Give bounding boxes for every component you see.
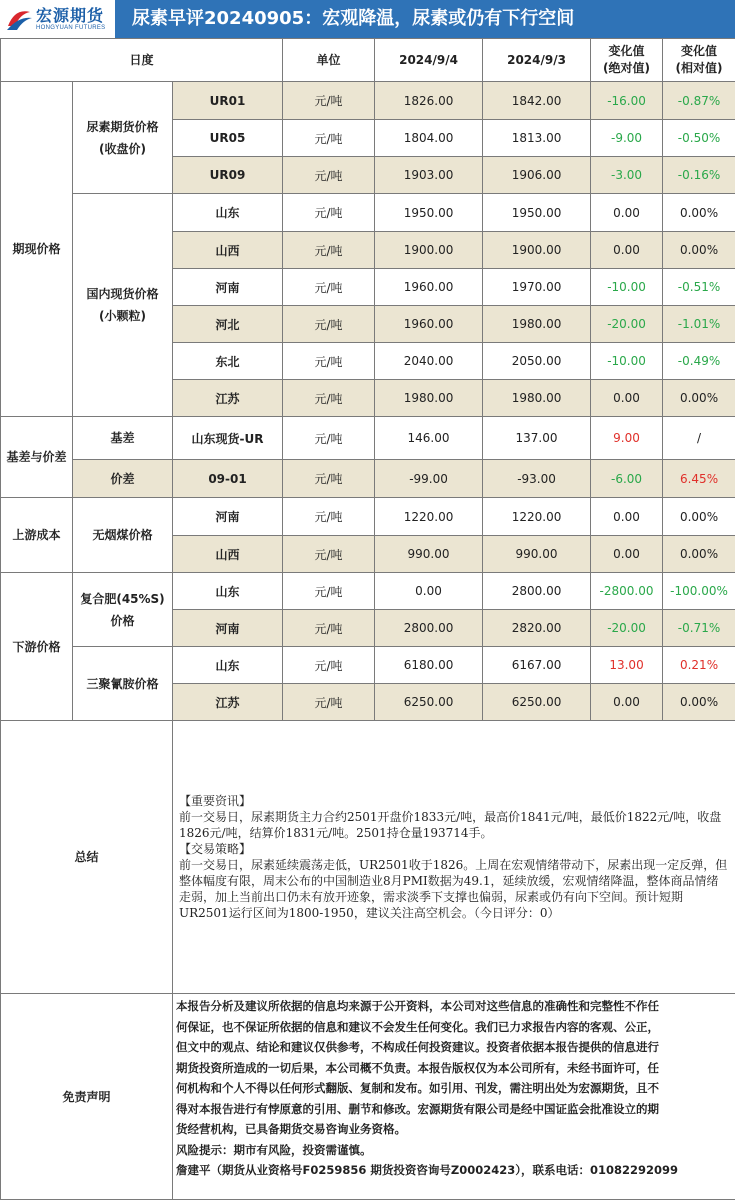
col-header-unit: 单位: [283, 39, 375, 82]
risk-warning: 风险提示：期市有风险，投资需谨慎。: [176, 1142, 372, 1157]
table-row: [1, 82, 735, 120]
table-row: [1, 573, 735, 610]
table-row: [1, 647, 735, 684]
cell-item: 山东: [173, 573, 283, 610]
cell-value-date1: 2800.00: [375, 610, 483, 647]
label-coal-price: 无烟煤价格: [73, 498, 173, 573]
cell-unit: 元/吨: [283, 343, 375, 380]
cell-item: 河南: [173, 498, 283, 536]
cell-item: UR01: [173, 82, 283, 120]
disclaimer-text: 本报告分析及建议所依据的信息均来源于公开资料，本公司对这些信息的准确性和完整性不作任 何保证，也不保证所依据的信息和建议不会发生任何变化。我们已力求报告内容的客观、公正， 但文中的观点、结论和建议仅供参考，不构成任何投资建议。投资者依据本报告提供的信息进行 期货投资所造成的一切后果，本公司概不负责。本报告版权仅为本公司所有，未经书面许可，任 何机构和个人不得以任何形式翻版、复制和发布。如引用、刊发，需注明出处为宏源期货，且不 得对本报告进行有悖原意的引用、删节和修改。宏源期货有限公司是经中国证监会批准设立的期 货经营机构，已具备期货交易咨询业务资格。 风险提示：期市有风险，投资需谨慎。 詹建平（期货从业资格号F0259856 期货投资咨询号Z0002423），联系电话：01082292099: [173, 994, 735, 1181]
cell-value-date2: 1980.00: [483, 306, 591, 343]
table-row: [1, 194, 735, 232]
cell-abs-change: -20.00: [591, 306, 663, 343]
cell-unit: 元/吨: [283, 380, 375, 417]
cell-value-date1: 1960.00: [375, 269, 483, 306]
cell-rel-change: 0.00%: [663, 380, 735, 417]
cell-value-date1: 1980.00: [375, 380, 483, 417]
cell-value-date2: 1950.00: [483, 194, 591, 232]
summary-news-text: 前一交易日，尿素期货主力合约2501开盘价1833元/吨，最高价1841元/吨，最低价1822元/吨，收盘1826元/吨，结算价1831元/吨。2501持仓量193714手。: [179, 810, 722, 840]
cell-rel-change: -0.16%: [663, 157, 735, 194]
cell-abs-change: -9.00: [591, 120, 663, 157]
group-downstream: 下游价格: [1, 573, 73, 721]
group-upstream: 上游成本: [1, 498, 73, 573]
cell-unit: 元/吨: [283, 232, 375, 269]
label-spread: 价差: [73, 460, 173, 498]
cell-abs-change: -2800.00: [591, 573, 663, 610]
cell-rel-change: /: [663, 417, 735, 460]
cell-value-date2: 1900.00: [483, 232, 591, 269]
cell-item: 山西: [173, 232, 283, 269]
cell-value-date2: 1842.00: [483, 82, 591, 120]
cell-item: 江苏: [173, 684, 283, 721]
cell-rel-change: -100.00%: [663, 573, 735, 610]
cell-unit: 元/吨: [283, 306, 375, 343]
hongyuan-logo-icon: [5, 6, 33, 32]
cell-abs-change: 0.00: [591, 684, 663, 721]
cell-rel-change: 0.21%: [663, 647, 735, 684]
col-header-rel-change: 变化值 (相对值): [663, 39, 735, 82]
cell-unit: 元/吨: [283, 536, 375, 573]
cell-abs-change: -6.00: [591, 460, 663, 498]
cell-value-date2: 2050.00: [483, 343, 591, 380]
cell-item: 河南: [173, 269, 283, 306]
report-title: 尿素早评20240905：宏观降温，尿素或仍有下行空间: [132, 8, 575, 29]
cell-rel-change: -0.51%: [663, 269, 735, 306]
cell-item: 河北: [173, 306, 283, 343]
cell-unit: 元/吨: [283, 417, 375, 460]
cell-unit: 元/吨: [283, 647, 375, 684]
cell-value-date2: 1220.00: [483, 498, 591, 536]
cell-rel-change: -0.71%: [663, 610, 735, 647]
cell-rel-change: -1.01%: [663, 306, 735, 343]
cell-rel-change: -0.49%: [663, 343, 735, 380]
cell-value-date1: 1804.00: [375, 120, 483, 157]
cell-unit: 元/吨: [283, 460, 375, 498]
cell-value-date2: 1970.00: [483, 269, 591, 306]
group-basis-spread: 基差与价差: [1, 417, 73, 498]
cell-value-date1: 1220.00: [375, 498, 483, 536]
cell-unit: 元/吨: [283, 157, 375, 194]
disclaimer-content: [173, 994, 735, 1200]
cell-item: 山东现货-UR: [173, 417, 283, 460]
summary-heading-strategy: 【交易策略】: [179, 842, 252, 856]
summary-heading-news: 【重要资讯】: [179, 794, 252, 808]
cell-abs-change: 9.00: [591, 417, 663, 460]
cell-value-date2: 2800.00: [483, 573, 591, 610]
cell-value-date1: 2040.00: [375, 343, 483, 380]
cell-unit: 元/吨: [283, 610, 375, 647]
cell-item: UR09: [173, 157, 283, 194]
label-spot-price: 国内现货价格 (小颗粒): [73, 194, 173, 417]
summary-text: [173, 793, 735, 921]
header-row: [1, 39, 735, 82]
summary-content: [173, 721, 735, 994]
cell-item: 09-01: [173, 460, 283, 498]
cell-item: 江苏: [173, 380, 283, 417]
col-header-date2: 2024/9/3: [483, 39, 591, 82]
col-header-abs-change: 变化值 (绝对值): [591, 39, 663, 82]
cell-value-date1: 1826.00: [375, 82, 483, 120]
cell-abs-change: 0.00: [591, 498, 663, 536]
cell-abs-change: -10.00: [591, 343, 663, 380]
cell-item: 东北: [173, 343, 283, 380]
cell-unit: 元/吨: [283, 82, 375, 120]
cell-unit: 元/吨: [283, 573, 375, 610]
cell-abs-change: 0.00: [591, 194, 663, 232]
cell-value-date1: 1900.00: [375, 232, 483, 269]
cell-value-date2: 990.00: [483, 536, 591, 573]
label-disclaimer: 免责声明: [1, 994, 173, 1200]
summary-strategy-text: 前一交易日，尿素延续震荡走低，UR2501收于1826。上周在宏观情绪带动下，尿素出现一定反弹，但整体幅度有限，周末公布的中国制造业8月PMI数据为49.1，延续放缓，宏观情绪降温，整体商品情绪走弱，加上当前出口仍未有放开迹象，需求淡季下支撑也偏弱，尿素或仍有向下空间。预计短期UR2501运行区间为1800-1950，建议关注高空机会。（今日评分：0）: [179, 858, 728, 920]
label-basis: 基差: [73, 417, 173, 460]
cell-rel-change: 0.00%: [663, 232, 735, 269]
group-spot-futures: 期现价格: [1, 82, 73, 417]
cell-abs-change: 0.00: [591, 232, 663, 269]
cell-value-date1: 0.00: [375, 573, 483, 610]
logo-text-en: HONGYUAN FUTURES: [36, 25, 106, 31]
cell-unit: 元/吨: [283, 498, 375, 536]
data-table: [0, 38, 735, 1200]
cell-value-date1: -99.00: [375, 460, 483, 498]
cell-value-date2: 2820.00: [483, 610, 591, 647]
cell-abs-change: 13.00: [591, 647, 663, 684]
cell-rel-change: 0.00%: [663, 194, 735, 232]
cell-value-date2: 1980.00: [483, 380, 591, 417]
cell-value-date2: 137.00: [483, 417, 591, 460]
cell-value-date2: 1813.00: [483, 120, 591, 157]
cell-value-date2: 1906.00: [483, 157, 591, 194]
label-futures-price: 尿素期货价格 (收盘价): [73, 82, 173, 194]
company-logo: [0, 0, 115, 38]
cell-item: 河南: [173, 610, 283, 647]
cell-value-date1: 6250.00: [375, 684, 483, 721]
cell-rel-change: 0.00%: [663, 498, 735, 536]
report-header: [0, 0, 735, 39]
label-fertilizer-price: 复合肥(45%S) 价格: [73, 573, 173, 647]
cell-abs-change: 0.00: [591, 536, 663, 573]
cell-value-date2: -93.00: [483, 460, 591, 498]
cell-abs-change: -16.00: [591, 82, 663, 120]
cell-abs-change: -10.00: [591, 269, 663, 306]
cell-rel-change: 0.00%: [663, 536, 735, 573]
cell-unit: 元/吨: [283, 269, 375, 306]
cell-abs-change: -3.00: [591, 157, 663, 194]
cell-rel-change: -0.50%: [663, 120, 735, 157]
table-row: [1, 498, 735, 536]
cell-abs-change: -20.00: [591, 610, 663, 647]
disclaimer-row: [1, 994, 735, 1200]
summary-row: [1, 721, 735, 994]
cell-value-date1: 1960.00: [375, 306, 483, 343]
label-summary: 总结: [1, 721, 173, 994]
col-header-dimension: 日度: [1, 39, 283, 82]
cell-rel-change: 0.00%: [663, 684, 735, 721]
analyst-contact: 詹建平（期货从业资格号F0259856 期货投资咨询号Z0002423），联系电话：01082292099: [176, 1163, 678, 1177]
cell-abs-change: 0.00: [591, 380, 663, 417]
label-melamine-price: 三聚氰胺价格: [73, 647, 173, 721]
cell-value-date2: 6167.00: [483, 647, 591, 684]
cell-unit: 元/吨: [283, 120, 375, 157]
cell-value-date1: 1903.00: [375, 157, 483, 194]
cell-unit: 元/吨: [283, 194, 375, 232]
cell-item: UR05: [173, 120, 283, 157]
cell-value-date1: 6180.00: [375, 647, 483, 684]
cell-value-date2: 6250.00: [483, 684, 591, 721]
cell-item: 山西: [173, 536, 283, 573]
cell-rel-change: -0.87%: [663, 82, 735, 120]
cell-value-date1: 1950.00: [375, 194, 483, 232]
cell-value-date1: 146.00: [375, 417, 483, 460]
cell-value-date1: 990.00: [375, 536, 483, 573]
cell-unit: 元/吨: [283, 684, 375, 721]
cell-item: 山东: [173, 647, 283, 684]
table-row: [1, 417, 735, 460]
cell-item: 山东: [173, 194, 283, 232]
col-header-date1: 2024/9/4: [375, 39, 483, 82]
logo-text-cn: 宏源期货: [36, 6, 105, 25]
table-row: [1, 460, 735, 498]
cell-rel-change: 6.45%: [663, 460, 735, 498]
